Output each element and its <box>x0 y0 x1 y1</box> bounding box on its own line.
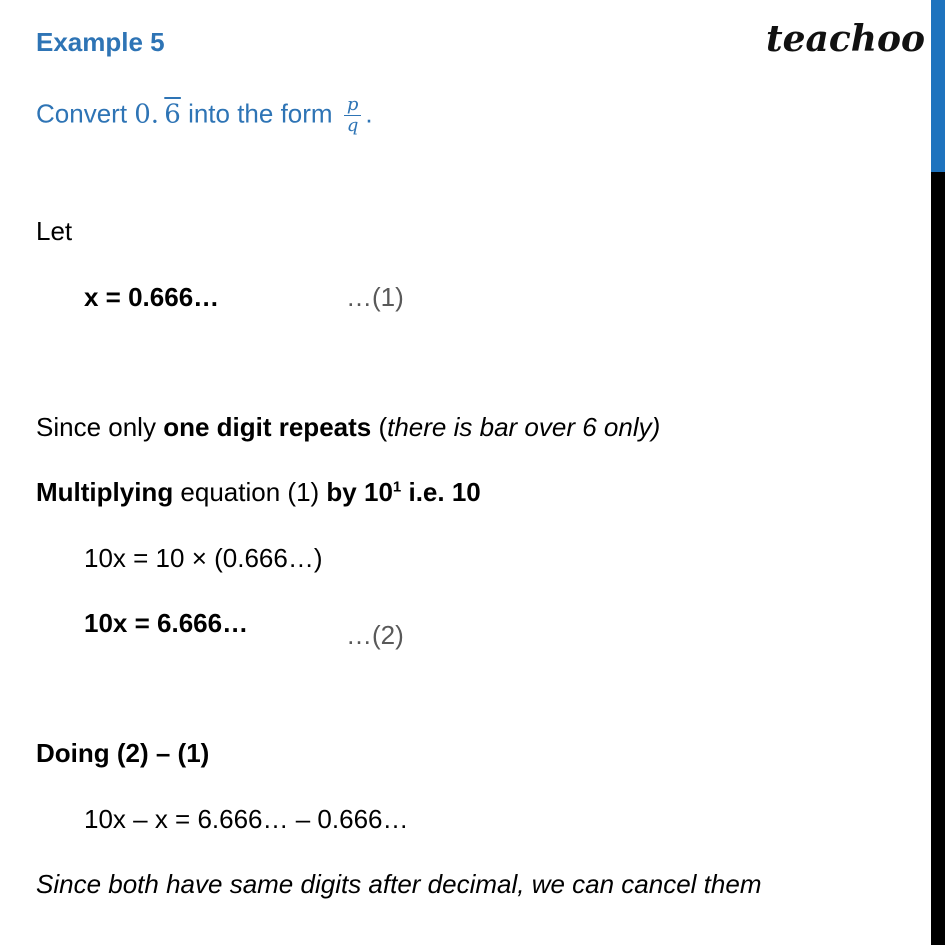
example-heading: Example 5 <box>36 27 165 57</box>
multiplying-by: by 10 <box>326 477 393 507</box>
equation-1-reference: …(1) <box>346 282 404 312</box>
equation-2-reference: …(2) <box>346 620 404 650</box>
multiplying-line <box>36 476 481 508</box>
since-text-2: ( <box>371 412 388 442</box>
equation-2a: 10x = 10 × (0.666…) <box>84 543 323 573</box>
teachoo-logo[interactable]: teachoo <box>766 18 925 60</box>
equation-3: 10x – x = 6.666… – 0.666… <box>84 804 409 834</box>
fraction-denominator: q <box>346 115 359 136</box>
equation-2b: 10x = 6.666… <box>84 608 249 638</box>
question-prefix: Convert <box>36 98 135 129</box>
question-text <box>36 96 373 135</box>
since-bold-text: one digit repeats <box>163 412 372 442</box>
vertical-scrollbar[interactable] <box>931 0 945 945</box>
question-number-whole: 0. <box>134 99 160 130</box>
multiplying-exponent: 1 <box>392 478 402 496</box>
multiplying-text: equation (1) <box>173 477 327 507</box>
question-middle: into the form <box>180 98 340 129</box>
question-repeating-digit: 6 <box>164 99 181 130</box>
multiplying-bold: Multiplying <box>36 477 174 507</box>
since-text-1: Since only <box>36 412 164 442</box>
doing-step: Doing (2) – (1) <box>36 738 210 768</box>
scrollbar-thumb[interactable] <box>931 0 945 172</box>
equation-1: x = 0.666… <box>84 282 220 312</box>
multiplying-ie: i.e. 10 <box>401 477 481 507</box>
cancel-note: Since both have same digits after decimal, we can cancel them <box>36 869 762 899</box>
fraction-numerator: p <box>344 96 362 116</box>
let-text: Let <box>36 216 73 246</box>
since-italic-text: there is bar over 6 only) <box>387 412 661 442</box>
question-suffix: . <box>365 98 373 129</box>
since-one-digit-line <box>36 411 660 443</box>
pq-fraction <box>344 96 362 135</box>
